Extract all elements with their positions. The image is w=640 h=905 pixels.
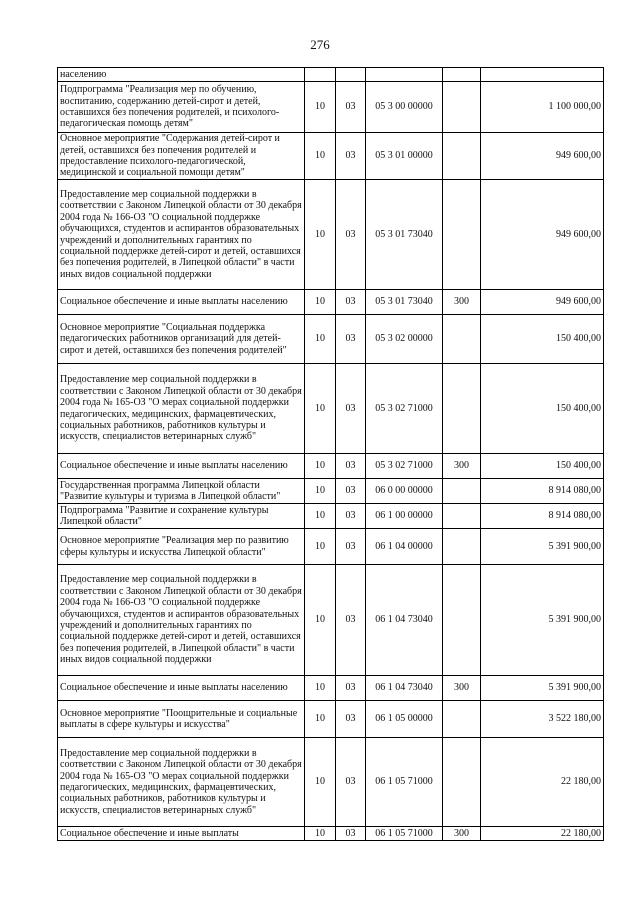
table-row [58,701,604,738]
row-amount: 949 600,00 [481,290,604,315]
row-expense-type: 300 [443,676,481,701]
row-expense-type [443,68,481,82]
row-name: Основное мероприятие "Социальная поддержка педагогических работников организаций для детей-сирот и детей, оставшихся без попечения родителей" [58,315,305,364]
table-row [58,479,604,504]
row-subsection: 03 [336,290,366,315]
row-subsection: 03 [336,479,366,504]
row-expense-type [443,479,481,504]
budget-table [57,67,604,841]
row-section: 10 [305,701,336,738]
row-name: населению [58,68,305,82]
table-row [58,180,604,290]
row-target-code: 05 3 02 71000 [366,454,443,479]
row-amount: 949 600,00 [481,180,604,290]
table-row [58,364,604,454]
row-amount [481,68,604,82]
row-amount: 5 391 900,00 [481,676,604,701]
row-name: Государственная программа Липецкой области "Развитие культуры и туризма в Липецкой области" [58,479,305,504]
row-subsection: 03 [336,504,366,529]
row-subsection: 03 [336,565,366,676]
row-subsection: 03 [336,133,366,180]
row-subsection: 03 [336,180,366,290]
row-expense-type [443,529,481,565]
table-row [58,504,604,529]
table-row [58,738,604,827]
row-expense-type [443,504,481,529]
row-expense-type [443,133,481,180]
row-section: 10 [305,315,336,364]
table-row [58,290,604,315]
table-row [58,565,604,676]
row-section: 10 [305,676,336,701]
table-row [58,68,604,82]
row-name: Подпрограмма "Развитие и сохранение культуры Липецкой области" [58,504,305,529]
row-subsection: 03 [336,827,366,841]
row-expense-type: 300 [443,827,481,841]
row-section [305,68,336,82]
row-name: Социальное обеспечение и иные выплаты населению [58,454,305,479]
row-name: Социальное обеспечение и иные выплаты [58,827,305,841]
row-section: 10 [305,454,336,479]
row-subsection: 03 [336,315,366,364]
row-subsection: 03 [336,676,366,701]
table-row [58,676,604,701]
row-section: 10 [305,364,336,454]
row-expense-type: 300 [443,454,481,479]
row-expense-type: 300 [443,290,481,315]
row-amount: 22 180,00 [481,738,604,827]
page-number: 276 [310,37,330,52]
row-expense-type [443,82,481,133]
row-section: 10 [305,529,336,565]
row-target-code: 05 3 02 00000 [366,315,443,364]
row-section: 10 [305,565,336,676]
row-subsection: 03 [336,738,366,827]
row-target-code: 06 0 00 00000 [366,479,443,504]
row-name: Социальное обеспечение и иные выплаты населению [58,290,305,315]
row-section: 10 [305,827,336,841]
row-subsection: 03 [336,529,366,565]
row-target-code: 05 3 01 73040 [366,180,443,290]
table-row [58,133,604,180]
row-section: 10 [305,82,336,133]
row-subsection: 03 [336,701,366,738]
row-amount: 5 391 900,00 [481,565,604,676]
row-subsection: 03 [336,82,366,133]
row-expense-type [443,701,481,738]
row-name: Предоставление мер социальной поддержки в соответствии с Законом Липецкой области от 30 декабря 2004 года № 165-ОЗ "О мерах социальной поддержки педагогических, медицинских, фармацевтических, социальных работников, работников культуры и искусств, специалистов ветеринарных служб" [58,364,305,454]
row-amount: 5 391 900,00 [481,529,604,565]
row-section: 10 [305,180,336,290]
row-subsection: 03 [336,364,366,454]
row-name: Социальное обеспечение и иные выплаты населению [58,676,305,701]
row-subsection [336,68,366,82]
row-amount: 949 600,00 [481,133,604,180]
row-expense-type [443,364,481,454]
row-target-code: 06 1 04 73040 [366,565,443,676]
row-expense-type [443,738,481,827]
row-name: Основное мероприятие "Реализация мер по развитию сферы культуры и искусства Липецкой области" [58,529,305,565]
row-target-code [366,68,443,82]
row-section: 10 [305,738,336,827]
row-section: 10 [305,504,336,529]
row-section: 10 [305,290,336,315]
row-amount: 8 914 080,00 [481,504,604,529]
row-amount: 150 400,00 [481,454,604,479]
row-subsection: 03 [336,454,366,479]
row-amount: 150 400,00 [481,315,604,364]
row-target-code: 05 3 00 00000 [366,82,443,133]
row-target-code: 05 3 01 73040 [366,290,443,315]
table-row [58,529,604,565]
row-target-code: 06 1 05 00000 [366,701,443,738]
row-target-code: 05 3 02 71000 [366,364,443,454]
row-target-code: 06 1 04 00000 [366,529,443,565]
row-expense-type [443,315,481,364]
table-row [58,82,604,133]
row-section: 10 [305,133,336,180]
row-name: Предоставление мер социальной поддержки в соответствии с Законом Липецкой области от 30 декабря 2004 года № 165-ОЗ "О мерах социальной поддержки педагогических, медицинских, фармацевтических, социальных работников, работников культуры и искусств, специалистов ветеринарных служб" [58,738,305,827]
table-row [58,315,604,364]
row-section: 10 [305,479,336,504]
budget-table-body [58,68,604,841]
row-name: Подпрограмма "Реализация мер по обучению, воспитанию, содержанию детей-сирот и детей, оставшихся без попечения родителей, и психолого-педагогическая помощь детям" [58,82,305,133]
row-amount: 3 522 180,00 [481,701,604,738]
row-name: Предоставление мер социальной поддержки в соответствии с Законом Липецкой области от 30 декабря 2004 года № 166-ОЗ "О социальной поддержке обучающихся, студентов и аспирантов образовательных учреждений и дополнительных гарантиях по социальной поддержке детей-сирот и детей, оставшихся без попечения родителей, в Липецкой области" в части иных видов социальной поддержки [58,180,305,290]
row-amount: 8 914 080,00 [481,479,604,504]
row-name: Основное мероприятие "Содержания детей-сирот и детей, оставшихся без попечения родителей и предоставление психолого-педагогической, медицинской и социальной помощи детям" [58,133,305,180]
row-name: Основное мероприятие "Поощрительные и социальные выплаты в сфере культуры и искусства" [58,701,305,738]
row-name: Предоставление мер социальной поддержки в соответствии с Законом Липецкой области от 30 декабря 2004 года № 166-ОЗ "О социальной поддержке обучающихся, студентов и аспирантов образовательных учреждений и дополнительных гарантиях по социальной поддержке детей-сирот и детей, оставшихся без попечения родителей, в Липецкой области" в части иных видов социальной поддержки [58,565,305,676]
row-expense-type [443,180,481,290]
row-expense-type [443,565,481,676]
row-target-code: 06 1 05 71000 [366,827,443,841]
table-row [58,827,604,841]
row-target-code: 06 1 05 71000 [366,738,443,827]
table-row [58,454,604,479]
row-amount: 150 400,00 [481,364,604,454]
row-target-code: 06 1 00 00000 [366,504,443,529]
row-target-code: 06 1 04 73040 [366,676,443,701]
row-amount: 22 180,00 [481,827,604,841]
row-amount: 1 100 000,00 [481,82,604,133]
row-target-code: 05 3 01 00000 [366,133,443,180]
